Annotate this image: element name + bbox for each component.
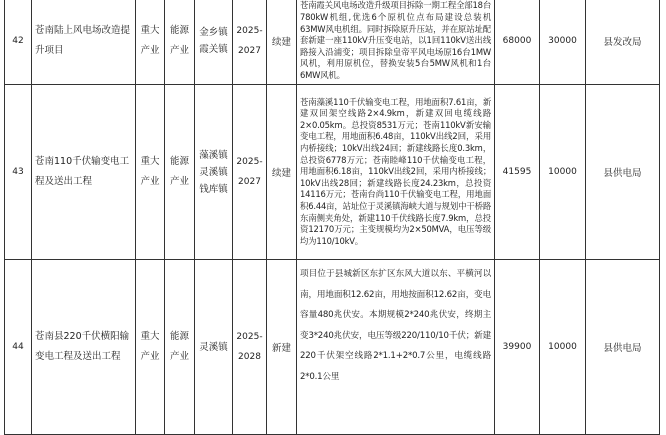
construction-period: 2025-2028 [233,260,267,435]
annual-investment: 10000 [540,260,586,435]
project-name: 苍南陆上风电场改造提升项目 [32,0,136,85]
industry-category: 能源产业 [165,0,195,85]
industry-category: 能源产业 [165,260,195,435]
row-number: 43 [5,85,32,260]
responsible-unit: 县供电局 [586,85,660,260]
row-number: 42 [5,0,32,85]
industry-category: 能源产业 [165,85,195,260]
construction-period: 2025-2027 [233,0,267,85]
construction-content: 苍南霞关风电场改造升级项目拆除一期工程全部18台780kW机组,优选6个原机位点布局建设总装机63MW风电机组。同时拆除原升压站，并在原站址配套新建一座110kV升压变电站，以1回110kV送出线路接入沿浦变；项目拆除皇帝平风电场原16台1MW风机，利用原机位，替换安装5台5MW风机和1台6MW风机。 [297,0,495,85]
total-investment: 41595 [495,85,540,260]
row-number: 44 [5,260,32,435]
construction-period: 2025-2027 [233,85,267,260]
construction-status: 续建 [267,0,297,85]
industry-type: 重大产业 [136,260,165,435]
industry-type: 重大产业 [136,0,165,85]
project-name: 苍南县220千伏横阳输变电工程及送出工程 [32,260,136,435]
industry-type: 重大产业 [136,85,165,260]
table-row [5,260,660,435]
construction-content: 苍南藻溪110千伏输变电工程，用地面积7.61亩，新建双回架空线路2×4.9km，新建双回电缆线路2×0.05km。总投资8531万元；苍南110kV新安输变电工程，用地面积6.48亩，110kV出线2回，采用内桥接线；10kV出线24回；新建线路长度0.3km，总投资6778万元；苍南睦峰110千伏输变电工程，用地面积6.18亩，110kV出线2回，采用内桥接线；10kV出线28回；新建线路长度24.23km，总投资14116万元；苍南台尚110千伏输变电工程，用地面积6.44亩，站址位于灵溪镇海峡大道与规划中干桥路东南侧夹角处，新建110千伏线路长度7.9km，总投资12170万元；主变规模均为2×50MVA，电压等级均为110/10kV。 [297,85,495,260]
location-town: 藻溪镇灵溪镇钱库镇 [195,85,233,260]
construction-status: 续建 [267,85,297,260]
annual-investment: 10000 [540,85,586,260]
construction-content: 项目位于县城新区东扩区东风大道以东、平横河以南，用地面积12.62亩，用地按面积12.62亩，变电容量480兆伏安。本期规模2*240兆伏安，终期主变3*240兆伏安，电压等级220/110/10千伏；新建220千伏架空线路2*1.1+2*0.7公里，电缆线路2*0.1公里 [297,260,495,435]
total-investment: 68000 [495,0,540,85]
location-town: 灵溪镇 [195,260,233,435]
total-investment: 39900 [495,260,540,435]
responsible-unit: 县供电局 [586,260,660,435]
table-row [5,85,660,260]
responsible-unit: 县发改局 [586,0,660,85]
table-row [5,0,660,85]
location-town: 金乡镇霞关镇 [195,0,233,85]
project-name: 苍南110千伏输变电工程及送出工程 [32,85,136,260]
construction-status: 新建 [267,260,297,435]
annual-investment: 30000 [540,0,586,85]
project-table [4,0,660,435]
